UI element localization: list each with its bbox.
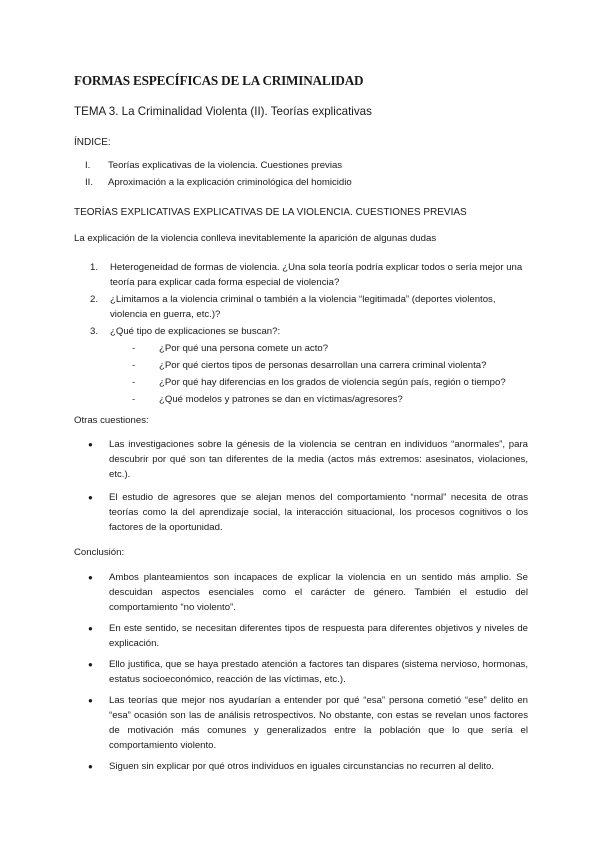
conclusion-item <box>74 759 528 774</box>
index-item-number: II. <box>85 177 93 188</box>
section-heading: TEORÍAS EXPLICATIVAS EXPLICATIVAS DE LA VIOLENCIA. CUESTIONES PREVIAS <box>74 207 467 218</box>
other-item-text: Las investigaciones sobre la génesis de la violencia se centran en individuos “anormales”, para descubrir por qué son tan diferentes de la media (actos más extremos: asesinatos, violaciones, etc.). <box>109 439 528 480</box>
conclusion-item-text: Siguen sin explicar por qué otros individuos en iguales circunstancias no recurren al delito. <box>109 761 495 772</box>
question-number: 1. <box>90 262 99 273</box>
dash-marker: - <box>132 394 136 405</box>
question-item <box>74 292 534 322</box>
subquestion-text: ¿Por qué una persona comete un acto? <box>159 343 329 354</box>
conclusion-item <box>74 693 528 753</box>
other-item-text: El estudio de agresores que se alejan menos del comportamiento “normal” necesita de otras teorías como la del aprendizaje social, la interacción situacional, los procesos cognitivos o los factores de la oportunidad. <box>109 492 528 533</box>
other-heading: Otras cuestiones: <box>74 415 149 426</box>
subquestion-text: ¿Por qué hay diferencias en los grados de violencia según país, región o tiempo? <box>159 377 506 388</box>
conclusion-item <box>74 621 528 651</box>
conclusion-item <box>74 570 528 615</box>
question-item <box>74 324 534 409</box>
conclusion-item <box>74 657 528 687</box>
index-heading: ÍNDICE: <box>74 137 111 148</box>
bullet-icon: ● <box>88 624 93 633</box>
bullet-icon: ● <box>88 440 93 449</box>
other-list <box>74 437 528 543</box>
bullet-icon: ● <box>88 762 93 771</box>
index-item-number: I. <box>85 160 91 171</box>
question-text: ¿Limitamos a la violencia criminal o también a la violencia “legitimada” (deportes violentos, violencia en guerra, etc.)? <box>110 294 496 320</box>
dash-marker: - <box>132 343 136 354</box>
document-title: FORMAS ESPECÍFICAS DE LA CRIMINALIDAD <box>74 73 364 88</box>
dash-marker: - <box>132 377 136 388</box>
conclusion-item-text: Ello justifica, que se haya prestado atención a factores tan dispares (sistema nervioso, hormonas, estatus socioeconómico, reacción de las víctimas, etc.). <box>109 659 528 685</box>
subquestion-item <box>110 358 534 375</box>
question-number: 3. <box>90 326 99 337</box>
document-subtitle: TEMA 3. La Criminalidad Violenta (II). Teorías explicativas <box>74 105 372 118</box>
section-intro: La explicación de la violencia conlleva inevitablemente la aparición de algunas dudas <box>74 233 437 244</box>
conclusion-item-text: Las teorías que mejor nos ayudarían a entender por qué “esa” persona cometió “ese” delito en “esa” ocasión son las de análisis retrospectivos. No obstante, con estas se revelan unos factores de motivación más comunes y generalizados entre la población que lo que sería el comportamiento violento. <box>109 695 528 751</box>
conclusion-heading: Conclusión: <box>74 547 125 558</box>
bullet-icon: ● <box>88 660 93 669</box>
subquestion-item <box>110 392 534 409</box>
question-text: ¿Qué tipo de explicaciones se buscan?: <box>110 326 281 337</box>
subquestion-item <box>110 375 534 392</box>
bullet-icon: ● <box>88 696 93 705</box>
conclusion-item-text: En este sentido, se necesitan diferentes tipos de respuesta para diferentes objetivos y niveles de explicación. <box>109 623 528 649</box>
bullet-icon: ● <box>88 493 93 502</box>
bullet-icon: ● <box>88 573 93 582</box>
index-item-text: Aproximación a la explicación criminológica del homicidio <box>108 177 352 188</box>
dash-marker: - <box>132 360 136 371</box>
subquestion-text: ¿Qué modelos y patrones se dan en víctimas/agresores? <box>159 394 403 405</box>
subquestions-list <box>110 341 534 409</box>
question-number: 2. <box>90 294 99 305</box>
question-item <box>74 260 534 290</box>
subquestion-item <box>110 341 534 358</box>
other-item <box>74 490 528 535</box>
other-item <box>74 437 528 482</box>
conclusion-list <box>74 570 528 780</box>
index-item-text: Teorías explicativas de la violencia. Cuestiones previas <box>108 160 343 171</box>
questions-list <box>74 260 534 411</box>
subquestion-text: ¿Por qué ciertos tipos de personas desarrollan una carrera criminal violenta? <box>159 360 487 371</box>
question-text: Heterogeneidad de formas de violencia. ¿Una sola teoría podría explicar todos o sería mejor una teoría para explicar cada forma especial de violencia? <box>110 262 523 288</box>
conclusion-item-text: Ambos planteamientos son incapaces de explicar la violencia en un sentido más amplio. Se descuidan aspectos esenciales como el carácter de género. También el estudio del comportamiento “no violento”. <box>109 572 528 613</box>
